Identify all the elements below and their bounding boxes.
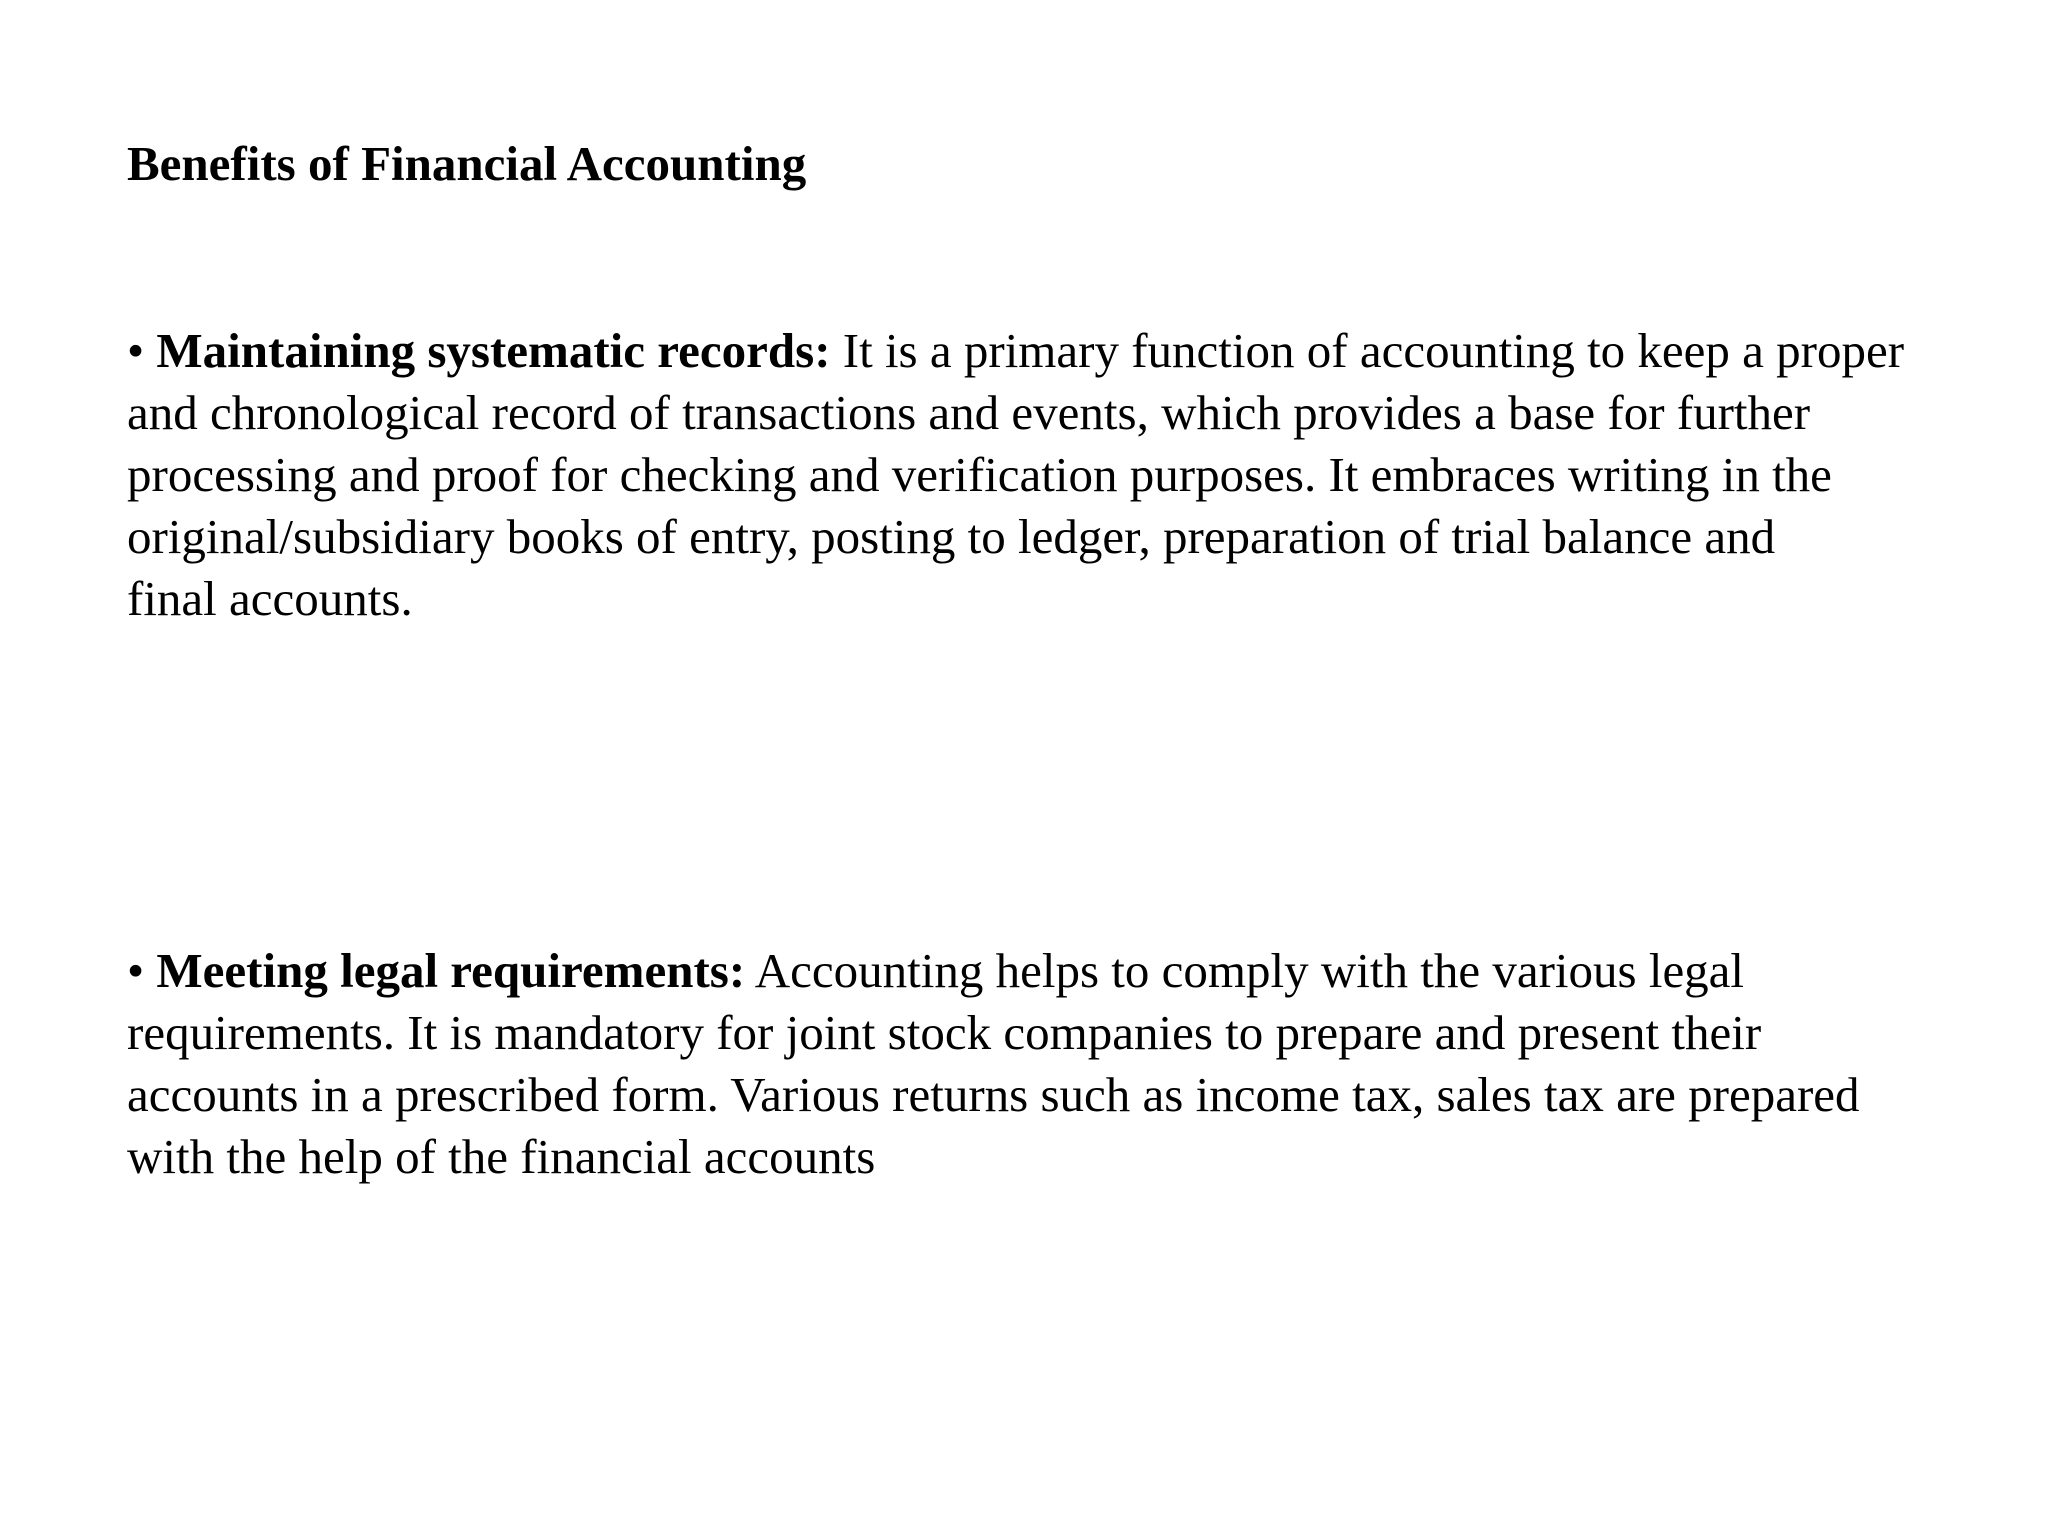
benefit-line: original/subsidiary books of entry, posting to ledger, preparation of trial balance and bbox=[127, 509, 1776, 564]
benefit-line: requirements. It is mandatory for joint stock companies to prepare and present their bbox=[127, 1005, 1762, 1060]
bullet-glyph: • bbox=[127, 323, 145, 378]
benefit-text: Accounting helps to comply with the various legal bbox=[745, 943, 1745, 998]
benefit-line: processing and proof for checking and verification purposes. It embraces writing in the bbox=[127, 447, 1832, 502]
page-title: Benefits of Financial Accounting bbox=[127, 136, 807, 191]
benefit-text: It is a primary function of accounting to keep a proper bbox=[830, 323, 1905, 378]
benefit-item-maintaining-records bbox=[127, 320, 2027, 630]
benefit-line bbox=[127, 320, 2027, 382]
benefit-item-legal-requirements bbox=[127, 940, 2027, 1188]
benefit-term: Meeting legal requirements: bbox=[156, 943, 746, 998]
benefit-line bbox=[127, 940, 2027, 1002]
benefit-line: with the help of the financial accounts bbox=[127, 1129, 876, 1184]
benefit-line: accounts in a prescribed form. Various returns such as income tax, sales tax are prepared bbox=[127, 1067, 1860, 1122]
benefit-line: final accounts. bbox=[127, 571, 413, 626]
benefit-term: Maintaining systematic records: bbox=[156, 323, 831, 378]
benefit-line: and chronological record of transactions and events, which provides a base for further bbox=[127, 385, 1811, 440]
bullet-glyph: • bbox=[127, 943, 145, 998]
